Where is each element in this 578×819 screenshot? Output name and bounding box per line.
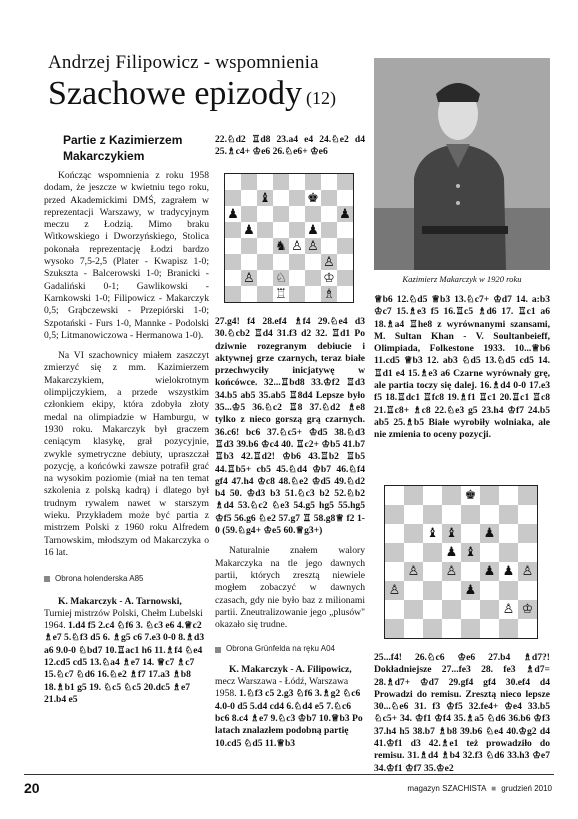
board-square <box>289 286 305 302</box>
board-square <box>480 581 499 600</box>
author-line: Andrzej Filipowicz - wspomnienia <box>48 52 319 73</box>
chess-piece: ♙ <box>407 564 420 579</box>
makarczyk-paragraph: Na VI szachownicy miałem zaszczyt zmierzyć się z mm. Kazimierzem Makarczykiem, wielokrotnym olimpijczykiem, a przede wszystkim członkiem ekipy, która zdobyła złoty medal na olimpiadzie w Hamburgu, w 1930 roku. Makarczyk był graczem ceniącym klasykę, grał pozycyjnie, zwykle symetryczne debiuty, upraszczał pozycję, a końcówki zawsze potrafił grać na wysokim poziomie (miał na ten temat szkolenia z polską kadrą) i dlatego był trudnym rywalem nawet w starszym wieku. Przykładem może być partia z mistrzem Polski z 1960 roku Alfredem Tarnowskim, młodszym od Makarczyka o 16 lat. <box>44 350 209 558</box>
board-square <box>241 222 257 238</box>
board-square <box>321 254 337 270</box>
photo-caption: Kazimierz Makarczyk w 1920 roku <box>402 274 522 284</box>
board-square <box>461 600 480 619</box>
board-square <box>337 238 353 254</box>
game2-players: K. Makarczyk - A. Filipowicz, <box>229 663 352 675</box>
chess-piece: ♝ <box>464 545 477 560</box>
page-number: 20 <box>24 780 40 796</box>
board-square <box>518 619 537 638</box>
footer-separator: ■ <box>491 784 497 793</box>
board-square <box>337 174 353 190</box>
board-square <box>337 190 353 206</box>
board-square <box>518 543 537 562</box>
board-square <box>241 206 257 222</box>
board-square <box>480 619 499 638</box>
board-square <box>273 206 289 222</box>
portrait-photo <box>374 58 550 270</box>
board-square <box>337 206 353 222</box>
chess-piece: ♙ <box>323 254 335 270</box>
board-square <box>404 600 423 619</box>
chess-piece: ♟ <box>483 564 496 579</box>
board-square <box>385 543 404 562</box>
issue-date: grudzień 2010 <box>501 784 552 793</box>
board-square <box>404 619 423 638</box>
board-square <box>273 238 289 254</box>
board-square <box>385 562 404 581</box>
game-event: Turniej mistrzów Polski, Chełm Lubelski 1964. <box>44 607 203 632</box>
board-square <box>321 222 337 238</box>
board-square <box>385 619 404 638</box>
board-square <box>499 543 518 562</box>
column-3-bottom: 25...f4! 26.♘c6 ♔e6 27.b4 ♗d7?! Dokładniejsze 27...fe3 28. fe3 ♗d7= 28.♗d7+ ♔d7 29.gf4 gf4 30.ef4 d4 Prowadzi do remisu. Zresztą nieco lepsze 30...♘e6 31. f3 ♔f5 32.fe4+ ♔e4 33.b5 ♘c5+ 34. ♔f1 ♔f4 35.♗a5 ♘d6 36.b6 ♔f3 37.h4 h5 38.b7 ♗b8 39.b6 ♘e4 40.♔g2 d4 41.♔f1 d3 42.♗e1 też prowadziło do remisu. 31.♗d4 ♗b4 32.f3 ♘d6 33.h3 ♔e7 34.♔f1 ♔f7 35.♔e2 <box>374 652 550 774</box>
board-square <box>480 600 499 619</box>
board-square <box>225 174 241 190</box>
title-text: Szachowe epizody <box>48 75 302 112</box>
board-square <box>480 562 499 581</box>
board-square <box>442 562 461 581</box>
board-square <box>241 270 257 286</box>
chess-piece: ♙ <box>521 564 534 579</box>
board-square <box>305 270 321 286</box>
board-square <box>321 238 337 254</box>
board-square <box>289 190 305 206</box>
opening-label-a04 <box>215 643 365 655</box>
board-square <box>305 174 321 190</box>
board-square <box>385 600 404 619</box>
board-square <box>305 222 321 238</box>
board-square <box>480 543 499 562</box>
chess-piece: ♘ <box>275 270 287 286</box>
board-square <box>305 206 321 222</box>
board-square <box>499 619 518 638</box>
board-square <box>241 254 257 270</box>
board-square <box>273 270 289 286</box>
board-square <box>225 238 241 254</box>
board-square <box>257 286 273 302</box>
board-square <box>461 524 480 543</box>
chess-piece: ♟ <box>445 545 458 560</box>
chess-piece: ♟ <box>339 206 351 222</box>
chess-diagram-1 <box>224 173 354 303</box>
chess-piece: ♟ <box>227 206 239 222</box>
board-square <box>305 238 321 254</box>
chess-piece: ♟ <box>502 564 515 579</box>
board-square <box>404 524 423 543</box>
opening-label-text: Obrona holenderska A85 <box>55 574 144 584</box>
opening-label-text: Obrona Grünfelda na ręku A04 <box>226 644 335 654</box>
game2-header <box>215 664 365 750</box>
chess-piece: ♙ <box>291 238 303 254</box>
board-square <box>257 254 273 270</box>
game-header <box>44 596 209 707</box>
game2-event: mecz Warszawa - Łódź, Warszawa 1958. <box>215 676 349 700</box>
board-square <box>241 190 257 206</box>
magazine-name: magazyn SZACHISTA <box>407 784 486 793</box>
board-square <box>289 254 305 270</box>
board-square <box>273 174 289 190</box>
board-square <box>337 286 353 302</box>
game-players: K. Makarczyk - A. Tarnowski, <box>58 595 182 607</box>
board-square <box>480 524 499 543</box>
column-2 <box>215 316 365 750</box>
chess-piece: ♝ <box>445 526 458 541</box>
chess-piece: ♝ <box>259 190 271 206</box>
board-square <box>305 254 321 270</box>
footer-rule <box>24 774 554 775</box>
board-square <box>337 270 353 286</box>
board-square <box>461 619 480 638</box>
board-square <box>385 524 404 543</box>
board-square <box>404 562 423 581</box>
chess-piece: ♞ <box>275 238 287 254</box>
board-square <box>321 206 337 222</box>
chess-piece: ♝ <box>426 526 439 541</box>
board-square <box>480 505 499 524</box>
board-square <box>321 286 337 302</box>
board-square <box>499 486 518 505</box>
board-square <box>321 174 337 190</box>
opening-label-a85 <box>44 573 209 585</box>
section-marker-icon <box>44 576 50 582</box>
board-square <box>499 600 518 619</box>
board-square <box>404 581 423 600</box>
board-square <box>442 524 461 543</box>
section-marker-icon <box>215 647 221 653</box>
chess-piece: ♟ <box>307 222 319 238</box>
chess-piece: ♙ <box>307 238 319 254</box>
section-title: Partie z Kazimierzem Makarczykiem <box>63 133 183 163</box>
board-square <box>499 581 518 600</box>
chess-piece: ♙ <box>445 564 458 579</box>
portrait-figure <box>374 58 550 270</box>
board-square <box>461 505 480 524</box>
board-square <box>257 190 273 206</box>
board-square <box>442 600 461 619</box>
board-square <box>289 270 305 286</box>
board-square <box>225 286 241 302</box>
board-square <box>225 190 241 206</box>
board-square <box>499 562 518 581</box>
chess-piece: ♖ <box>275 286 287 302</box>
board-square <box>337 222 353 238</box>
board-square <box>273 222 289 238</box>
chess-piece: ♟ <box>483 526 496 541</box>
game-moves: 1.d4 f5 2.c4 ♘f6 3. ♘c3 e6 4.♕c2 ♗e7 5.♘f3 d5 6. ♗g5 c6 7.e3 0-0 8.♗d3 a6 9.0-0 ♘bd7 10.♖ac1 h6 11.♗f4 ♘e4 12.cd5 cd5 13.♘a4 ♗e7 14. ♕c7 ♗c7 15.♘c7 ♘d6 16.♘e2 ♗f7 17.a3 ♗b8 18.♗b1 g5 19. ♘c5 ♘c5 20.dc5 ♗e7 21.b4 e5 <box>44 620 205 705</box>
board-square <box>289 206 305 222</box>
chess-piece: ♙ <box>243 270 255 286</box>
intro-paragraph: Kończąc wspomnienia z roku 1958 dodam, że jeszcze w kwietniu tego roku, przed Akademickimi DMŚ, zagrałem w reprezentacji Warszawy, w tradycyjnym meczu z Łodzią. Mimo braku Witkowskiego i Dworzyńskiego, Stolica pokonała reprezentację Łodzi bardzo wysoko 7,5-2,5 (Plater - Kwapisz 1-0; Szukszta - Balcerowski 1-0; Branicki - Gadaliński 0-1; Gawlikowski - Karnkowski 1-0; Filipowicz - Makarczyk 0,5; Grąbczewski - Przepiórski 1-0; Szpotański - Furs 1-0, Mannke - Podolski 0,5; Litmanowiczowa - Hermanowa 1-0). <box>44 170 209 341</box>
board-square <box>241 174 257 190</box>
board-square <box>499 524 518 543</box>
board-square <box>423 600 442 619</box>
board-square <box>461 562 480 581</box>
board-square <box>518 562 537 581</box>
board-square <box>518 600 537 619</box>
board-square <box>385 581 404 600</box>
board-square <box>423 543 442 562</box>
board-square <box>518 581 537 600</box>
board-square <box>404 486 423 505</box>
board-square <box>321 190 337 206</box>
board-square <box>423 619 442 638</box>
board-square <box>442 486 461 505</box>
board-square <box>518 524 537 543</box>
board-square <box>404 543 423 562</box>
board-square <box>385 505 404 524</box>
board-square <box>442 619 461 638</box>
footer-info <box>407 784 552 793</box>
board-square <box>257 222 273 238</box>
board-square <box>518 505 537 524</box>
board-square <box>423 505 442 524</box>
board-square <box>225 270 241 286</box>
column-3-notes: ♕b6 12.♘d5 ♕b3 13.♘c7+ ♔d7 14. a:b3 ♔c7 15.♗e3 f5 16.♖c5 ♗d6 17. ♖c1 a6 18.♗a4 ♖he8 z wyrównanymi szansami, M. Sultan Khan - V. Soultanbeieff, Olimpiada, Folkestone 1933. 10...♕b6 11.cd5 ♕b3 12. ab3 ♘d5 13.♘d5 cd5 14. ♖d1 e4 15.♗e3 a6 Czarne wyrównały grę, ale partia toczy się dalej. 16.♗d4 0-0 17.e3 f5 18.♖dc1 ♖fc8 19.♗f1 ♖c1 20.♖c1 ♖c8 21.♖c8+ ♗c8 22.♘e3 g5 23.h4 ♔f7 24.b5 ab5 25.♗b5 Białe wyrobiły wolniaka, ale nie zmienia to oceny pozycji. <box>374 294 550 441</box>
chess-diagram-2 <box>384 485 538 639</box>
board-square <box>289 174 305 190</box>
board-square <box>499 505 518 524</box>
board-square <box>241 286 257 302</box>
game1-annotation: 27.g4! f4 28.ef4 ♗f4 29.♘e4 d3 30.♘cb2 ♖d4 31.f3 d2 32. ♖d1 Po dziwnie rozegranym debiucie i aktywnej grze czarnych, teraz białe przechwyciły inicjatywę w końcówce. 32...♖bd8 33.♔f2 ♖d3 34.b5 ab5 35.ab5 ♖8d4 Lepsze było 35...♔5 36.♘c2 ♖8 37.♘d2 ♗e8 tylko z nieco gorszą grą czarnych. 36.c6! bc6 37.♘c5+ ♔d5 38.♘d3 ♖d3 39.b6 ♔c4 40. ♖c2+ ♔b5 41.b7 ♖b3 42.♖d2! ♔b6 43.♖b2 ♖b5 44.♖b5+ cb5 45.♘d4 ♔b7 46.♘f4 gf4 47.h4 ♔c8 48.♘e2 ♔d5 49.♘d2 b4 50. ♔d3 b3 51.♘c3 b2 52.♘b2 ♗d4 53.♘c2 ♘e3 54.g5 hg5 55.hg5 ♔f5 56.g6 ♘e2 57.g7 ♖ 58.g8♕ f2 1-0 (59.♘g4+ ♔e5 60.♕g3+) <box>215 316 365 537</box>
chess-piece: ♙ <box>388 583 401 598</box>
board-square <box>423 562 442 581</box>
board-square <box>225 206 241 222</box>
board-square <box>461 486 480 505</box>
chess-piece: ♙ <box>502 602 515 617</box>
board-square <box>289 222 305 238</box>
board-square <box>273 190 289 206</box>
board-square <box>225 222 241 238</box>
chess-piece: ♟ <box>243 222 255 238</box>
board-square <box>461 581 480 600</box>
column-2-top-moves: 22.♘d2 ♖d8 23.a4 e4 24.♘e2 d4 25.♗c4+ ♔e6 26.♘e6+ ♔e6 <box>215 134 365 158</box>
board-square <box>257 206 273 222</box>
page-title <box>48 74 336 118</box>
board-square <box>461 543 480 562</box>
board-square <box>442 581 461 600</box>
board-square <box>480 486 499 505</box>
board-square <box>385 486 404 505</box>
chess-piece: ♟ <box>464 583 477 598</box>
board-square <box>423 486 442 505</box>
board-square <box>257 174 273 190</box>
board-square <box>305 190 321 206</box>
board-square <box>518 486 537 505</box>
column-1 <box>44 170 209 706</box>
board-square <box>289 238 305 254</box>
chess-piece: ♔ <box>323 270 335 286</box>
board-square <box>321 270 337 286</box>
game2-moves: 1.♘f3 c5 2.g3 ♘f6 3.♗g2 ♘c6 4.0-0 d5 5.d4 cd4 6.♘d4 e5 7.♘c6 bc6 8.c4 ♗e7 9.♘c3 ♔b7 10.♕b3 Po latach znalazłem podobną partię 10.cd5 ♘d5 11.♕b3 <box>215 688 363 749</box>
board-square <box>273 254 289 270</box>
naturally-paragraph: Naturalnie znałem walory Makarczyka na tle jego dawnych partii, których zresztą niewiele mogłem zobaczyć w dawnych czasach, gdy nie było baz z milionami partii. Zneutralizowanie jego „plusów" okazało się trudne. <box>215 545 365 631</box>
board-square <box>257 270 273 286</box>
board-square <box>423 524 442 543</box>
board-square <box>305 286 321 302</box>
issue-number: (12) <box>305 88 336 108</box>
board-square <box>257 238 273 254</box>
board-square <box>337 254 353 270</box>
board-square <box>404 505 423 524</box>
chess-piece: ♚ <box>464 488 477 503</box>
board-square <box>442 543 461 562</box>
board-square <box>241 238 257 254</box>
chess-piece: ♗ <box>323 286 335 302</box>
board-square <box>273 286 289 302</box>
board-square <box>423 581 442 600</box>
chess-piece: ♚ <box>307 190 319 206</box>
chess-piece: ♔ <box>521 602 534 617</box>
board-square <box>225 254 241 270</box>
board-square <box>442 505 461 524</box>
